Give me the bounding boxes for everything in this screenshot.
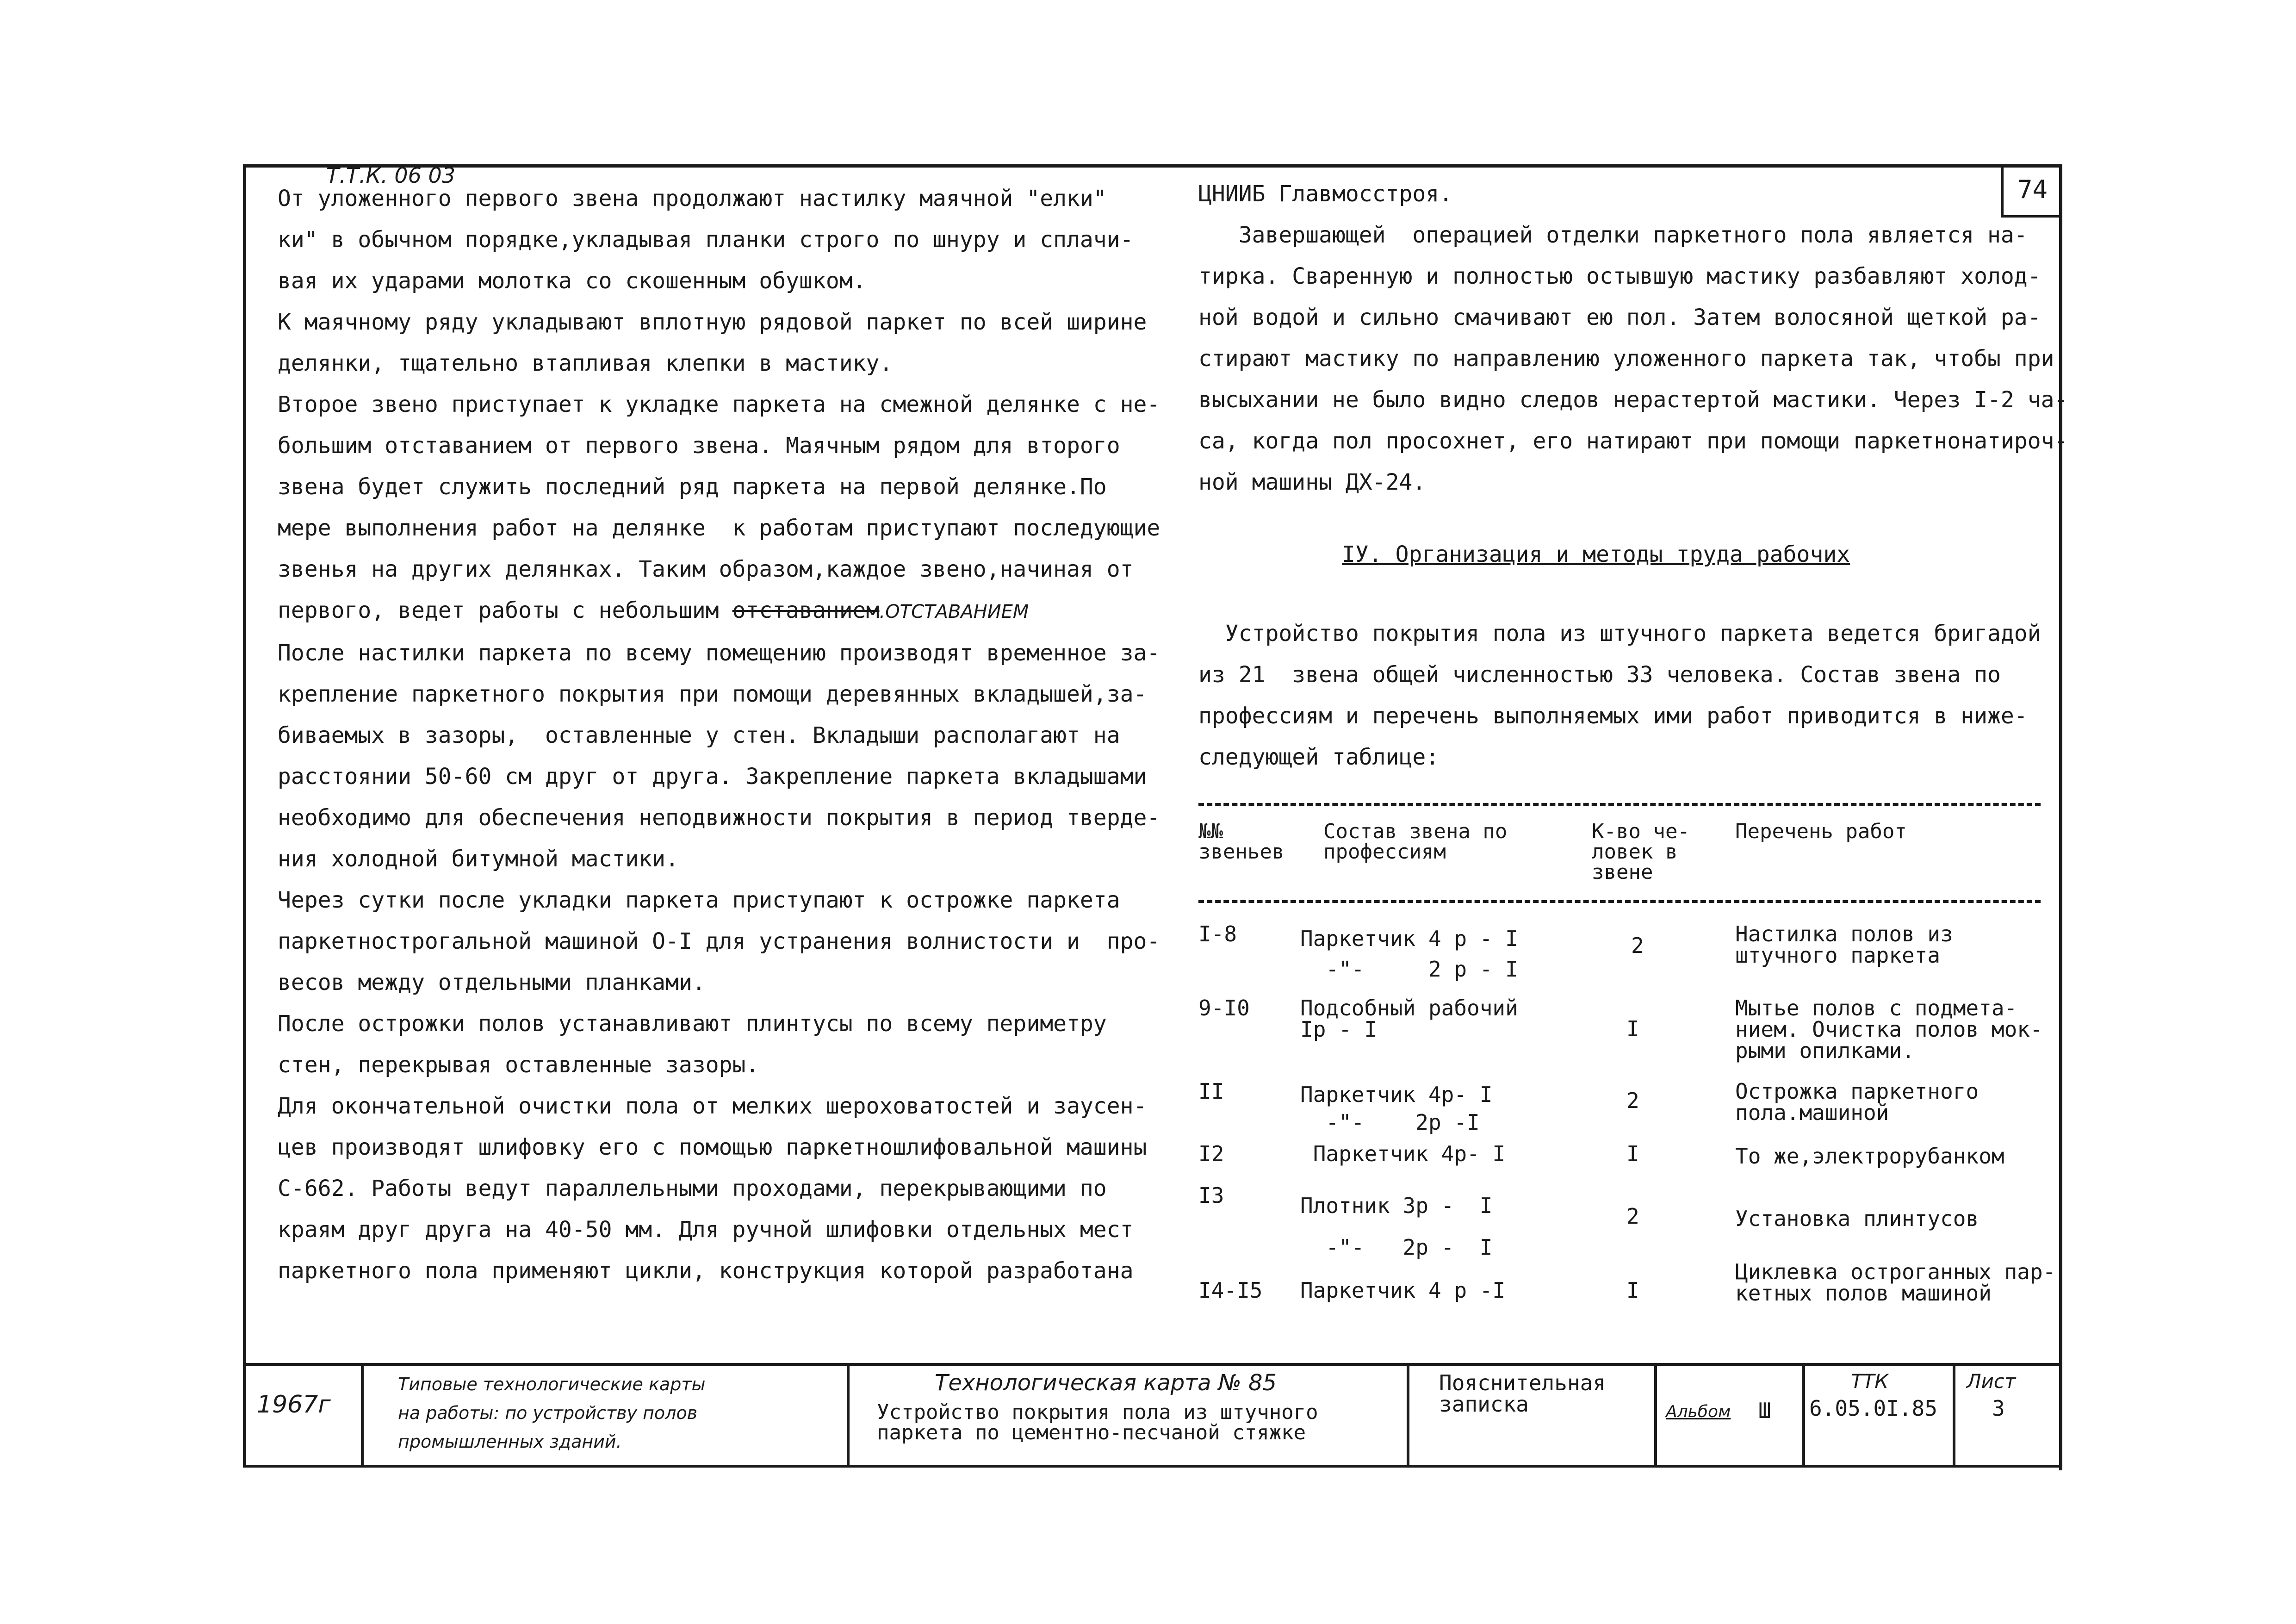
- text-line: следующей таблице:: [1198, 744, 1440, 770]
- text-line: стирают мастику по направлению уложенного паркета так, чтобы при: [1198, 346, 2054, 372]
- table-cell-profession: Паркетчик 4 р -I: [1300, 1278, 1506, 1303]
- text-line: высыхании не было видно следов нерастертой мастики. Через I-2 ча-: [1198, 387, 2068, 413]
- text-line: вая их ударами молотка со скошенным обушком.: [278, 268, 866, 294]
- table-cell-works: То же,электрорубанком: [1735, 1144, 2004, 1169]
- text-line: После острожки полов устанавливают плинтусы по всему периметру: [278, 1011, 1107, 1037]
- table-header-works: Перечень работ: [1735, 820, 1907, 843]
- table-cell-works: Установка плинтусов: [1735, 1206, 1979, 1231]
- text-line: ЦНИИБ Главмосстроя.: [1198, 181, 1453, 207]
- stamp-year: 1967г: [257, 1391, 331, 1419]
- right-column-text: [1198, 174, 2068, 503]
- text-line: ной водой и сильно смачивают ею пол. Затем волосяной щеткой ра-: [1198, 305, 2041, 330]
- text-line: От уложенного первого звена продолжают настилку маячной "елки": [278, 186, 1107, 212]
- text-line: К маячному ряду укладывают вплотную рядовой паркет по всей ширине: [278, 309, 1147, 335]
- table-cell-num: I3: [1198, 1183, 1224, 1208]
- stamp-bottom-border: [243, 1465, 2059, 1468]
- stamp-card-title: Технологическая карта № 85: [935, 1370, 1277, 1396]
- left-column-text: [278, 178, 1160, 1292]
- text-line: Завершающей операцией отделки паркетного пола является на-: [1198, 222, 2028, 248]
- text-line: необходимо для обеспечения неподвижности покрытия в период тверде-: [278, 805, 1160, 831]
- stamp-top-border: [243, 1363, 2059, 1366]
- stamp-ttk-label: ТТК: [1851, 1370, 1889, 1393]
- text-line: большим отставанием от первого звена. Маячным рядом для второго: [278, 433, 1120, 459]
- text-line: ки" в обычном порядке,укладывая планки строго по шнуру и сплачи-: [278, 227, 1134, 253]
- table-cell-profession: Плотник 3р - I -"- 2р - I: [1300, 1193, 1493, 1260]
- text-line: С-662. Работы ведут параллельными проходами, перекрывающими по: [278, 1176, 1107, 1201]
- stamp-sheet-label: Лист: [1967, 1370, 2016, 1393]
- text-line: первого, ведет работы с небольшим: [278, 597, 719, 623]
- table-cell-works: Циклевка остроганных пар- кетных полов машиной: [1735, 1259, 2056, 1306]
- table-header-profession: Состав звена по профессиям: [1323, 820, 1508, 864]
- stamp-card-subtitle: Устройство покрытия пола из штучного паркета по цементно-песчаной стяжке: [877, 1400, 1318, 1444]
- stamp-divider: [847, 1363, 850, 1467]
- table-header-num: №№ звеньев: [1198, 820, 1285, 864]
- stamp-divider: [1802, 1363, 1805, 1467]
- stamp-album-label: Альбом: [1666, 1402, 1731, 1421]
- text-line: паркетного пола применяют цикли, конструкция которой разработана: [278, 1258, 1134, 1284]
- table-cell-count: I: [1626, 1278, 1639, 1303]
- text-line: звена будет служить последний ряд паркета на первой делянке.По: [278, 474, 1107, 500]
- table-cell-works: Мытье полов с подмета- нием. Очистка полов мок- рыми опилками.: [1735, 996, 2043, 1063]
- table-cell-num: I2: [1198, 1141, 1224, 1166]
- text-line: расстоянии 50-60 см друг от друга. Закрепление паркета вкладышами: [278, 764, 1147, 790]
- table-cell-profession: Паркетчик 4р- I: [1300, 1141, 1506, 1166]
- stamp-sheet-number: 3: [1992, 1396, 2005, 1421]
- text-line: биваемых в зазоры, оставленные у стен. Вкладыши располагают на: [278, 722, 1120, 748]
- text-line: звенья на других делянках. Таким образом,каждое звено,начиная от: [278, 556, 1134, 582]
- stamp-series-title: Типовые технологические карты на работы: по устройству полов промышленных зданий.: [398, 1374, 706, 1452]
- text-line: са, когда пол просохнет, его натирают при помощи паркетнонатироч-: [1198, 428, 2068, 454]
- stamp-divider: [1953, 1363, 1955, 1467]
- table-cell-profession: Паркетчик 4 р - I -"- 2 р - I: [1300, 926, 1518, 982]
- text-line: ния холодной битумной мастики.: [278, 846, 679, 872]
- text-line: Второе звено приступает к укладке паркета на смежной делянке с не-: [278, 392, 1160, 417]
- text-line: краям друг друга на 40-50 мм. Для ручной шлифовки отдельных мест: [278, 1217, 1134, 1243]
- table-cell-profession: Паркетчик 4р- I -"- 2р -I: [1300, 1082, 1493, 1135]
- table-cell-num: I4-I5: [1198, 1278, 1263, 1303]
- text-line: мере выполнения работ на делянке к работам приступают последующие: [278, 515, 1160, 541]
- text-line-with-correction: [278, 590, 1157, 633]
- doc-code: Т.Т.К. 06 03: [326, 163, 456, 188]
- text-line: крепление паркетного покрытия при помощи деревянных вкладышей,за-: [278, 681, 1147, 707]
- stamp-ttk-code: 6.05.0I.85: [1809, 1396, 1937, 1421]
- text-line: ной машины ДХ-24.: [1198, 469, 1426, 495]
- sheet-left-border: [243, 164, 246, 1467]
- handwritten-correction: .ОТСТАВАНИЕМ: [879, 601, 1029, 622]
- text-line: Через сутки после укладки паркета приступают к острожке паркета: [278, 887, 1120, 913]
- table-top-rule: [1198, 803, 2041, 806]
- stamp-divider: [1407, 1363, 1409, 1467]
- text-line: тирка. Сваренную и полностью остывшую мастику разбавляют холод-: [1198, 263, 2041, 289]
- section-heading: IУ. Организация и методы труда рабочих: [1342, 541, 1850, 567]
- page-number: 74: [2001, 164, 2061, 218]
- brigade-paragraph: [1198, 613, 2041, 778]
- table-header-count: К-во че- ловек в звене: [1592, 820, 1690, 884]
- text-line: После настилки паркета по всему помещению производят временное за-: [278, 640, 1160, 666]
- text-line: Устройство покрытия пола из штучного паркета ведется бригадой: [1198, 621, 2041, 647]
- text-line: паркетнострогальной машиной О-I для устранения волнистости и про-: [278, 928, 1160, 954]
- table-cell-profession: Подсобный рабочий Iр - I: [1300, 996, 1518, 1042]
- text-line: делянки, тщательно втапливая клепки в мастику.: [278, 350, 893, 376]
- text-line: весов между отдельными планками.: [278, 970, 706, 996]
- stamp-divider: [1654, 1363, 1657, 1467]
- table-cell-works: Настилка полов из штучного паркета: [1735, 921, 1953, 968]
- text-line: цев производят шлифовку его с помощью паркетношлифовальной машины: [278, 1134, 1147, 1160]
- struck-word: отставанием: [732, 597, 880, 623]
- table-cell-num: II: [1198, 1079, 1224, 1104]
- stamp-doc-type: Пояснительная записка: [1439, 1370, 1606, 1417]
- text-line: из 21 звена общей численностью 33 человека. Состав звена по: [1198, 662, 2001, 688]
- text-line: профессиям и перечень выполняемых ими работ приводится в ниже-: [1198, 703, 2028, 729]
- text-line: стен, перекрывая оставленные зазоры.: [278, 1052, 759, 1078]
- table-header-rule: [1198, 900, 2041, 903]
- table-cell-count: 2: [1626, 1204, 1639, 1229]
- table-cell-count: 2: [1626, 1088, 1639, 1113]
- table-cell-count: I: [1626, 1016, 1639, 1041]
- table-cell-works: Острожка паркетного пола.машиной: [1735, 1079, 1979, 1125]
- table-cell-num: I-8: [1198, 921, 1237, 946]
- table-cell-num: 9-I0: [1198, 996, 1250, 1020]
- stamp-album-number: Ш: [1758, 1398, 1771, 1423]
- table-cell-count: 2: [1631, 933, 1644, 958]
- table-cell-count: I: [1626, 1141, 1639, 1166]
- text-line: Для окончательной очистки пола от мелких шероховатостей и заусен-: [278, 1093, 1147, 1119]
- stamp-divider: [361, 1363, 364, 1467]
